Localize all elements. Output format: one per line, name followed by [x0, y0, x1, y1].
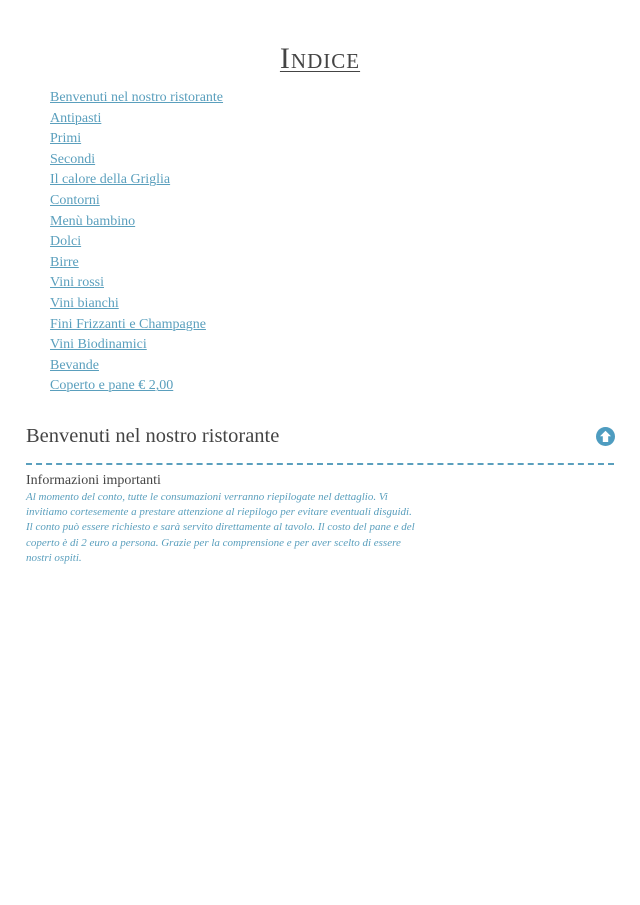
- toc-item: [50, 191, 223, 212]
- toc-item: [50, 376, 223, 397]
- toc-item: [50, 315, 223, 336]
- toc-link-vini-bianchi[interactable]: Vini bianchi: [50, 295, 119, 311]
- section-header: [26, 422, 616, 452]
- toc-item: [50, 232, 223, 253]
- toc-link-benvenuti[interactable]: Benvenuti nel nostro ristorante: [50, 90, 224, 105]
- info-text: Al momento del conto, tutte le consumazioni verranno riepilogate nel dettaglio. Vi invitiamo cortesemente a prestare attenzione al riepilogo per evitare eventuali disguidi. Il conto può essere richiesto e sarà servito direttamente al tavolo. Il costo del pane e del coperto è di 2 euro a persona. Grazie per la comprensione e per aver scelto di essere nostri ospiti.: [26, 491, 415, 564]
- toc-link-coperto[interactable]: Coperto e pane € 2,00: [50, 378, 174, 394]
- toc-link-antipasti[interactable]: Antipasti: [50, 110, 102, 126]
- toc-item: [50, 335, 223, 356]
- toc-item: [50, 109, 223, 130]
- toc-item: [50, 150, 223, 171]
- toc-item: [50, 88, 223, 109]
- toc-link-birre[interactable]: Birre: [50, 254, 79, 270]
- page-title: Indice: [279, 42, 361, 75]
- toc-link-dolci[interactable]: Dolci: [50, 234, 82, 250]
- toc-item: [50, 273, 223, 294]
- toc-link-griglia[interactable]: Il calore della Griglia: [50, 172, 171, 188]
- toc-link-contorni[interactable]: Contorni: [50, 192, 100, 208]
- arrow-up-circle-icon: [596, 427, 615, 446]
- toc-link-vini-rossi[interactable]: Vini rossi: [50, 275, 104, 291]
- toc-item: [50, 170, 223, 191]
- title-wrapper: [0, 42, 640, 76]
- toc-link-menu-bambino[interactable]: Menù bambino: [50, 213, 136, 229]
- section-divider: [26, 463, 614, 465]
- info-block: [26, 472, 426, 566]
- toc-link-biodinamici[interactable]: Vini Biodinamici: [50, 337, 147, 353]
- toc-link-secondi[interactable]: Secondi: [50, 151, 96, 167]
- toc-item: [50, 253, 223, 274]
- toc-link-bevande[interactable]: Bevande: [50, 357, 99, 373]
- toc-item: [50, 212, 223, 233]
- section-title: Benvenuti nel nostro ristorante: [26, 425, 280, 447]
- toc-link-frizzanti[interactable]: Fini Frizzanti e Champagne: [50, 316, 206, 332]
- toc-link-primi[interactable]: Primi: [50, 131, 82, 147]
- toc-item: [50, 356, 223, 377]
- back-to-top-button[interactable]: [596, 427, 615, 446]
- toc-item: [50, 129, 223, 150]
- table-of-contents: [50, 88, 223, 397]
- toc-item: [50, 294, 223, 315]
- info-title: Informazioni importanti: [26, 473, 161, 488]
